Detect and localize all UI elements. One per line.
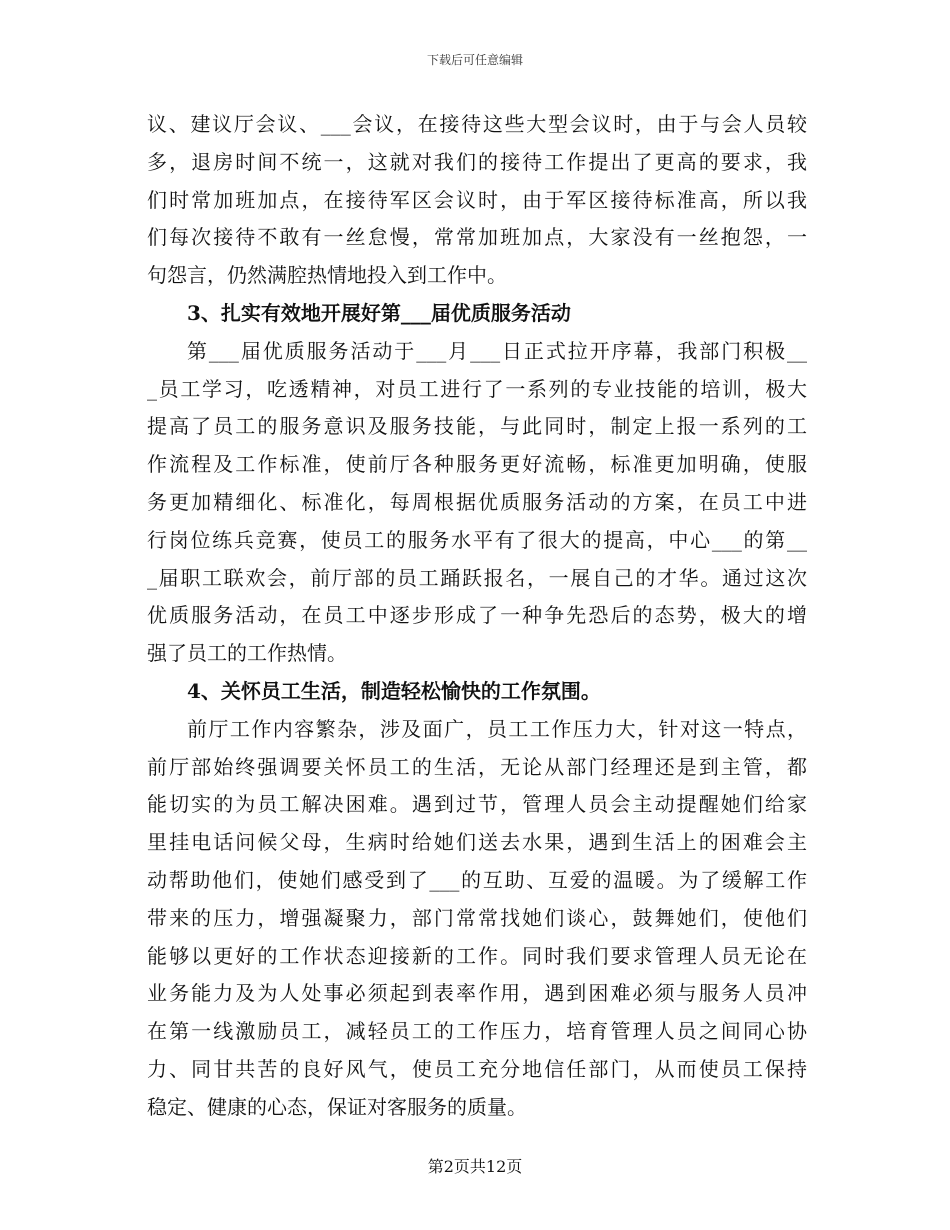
paragraph-line: 第___届优质服务活动于___月___日正式拉开序幕，我部门积极__: [187, 338, 807, 363]
paragraph-line: _员工学习，吃透精神，对员工进行了一系列的专业技能的培训，极大: [147, 376, 807, 401]
paragraph-line: 在第一线激励员工，减轻员工的工作压力，培育管理人员之间同心协: [147, 1019, 807, 1044]
paragraph-line: 前厅工作内容繁杂，涉及面广，员工工作压力大，针对这一特点，: [187, 716, 807, 741]
paragraph-line: 们时常加班加点，在接待军区会议时，由于军区接待标准高，所以我: [147, 187, 807, 212]
document-body: [147, 106, 807, 1127]
paragraph-line: 里挂电话问候父母，生病时给她们送去水果，遇到生活上的困难会主: [147, 830, 807, 855]
paragraph-line: 能切实的为员工解决困难。遇到过节，管理人员会主动提醒她们给家: [147, 792, 807, 817]
paragraph-line: 句怨言，仍然满腔热情地投入到工作中。: [147, 263, 507, 288]
section-heading-3: 3、扎实有效地开展好第___届优质服务活动: [187, 300, 571, 325]
section-heading-4: 4、关怀员工生活，制造轻松愉快的工作氛围。: [187, 678, 601, 703]
paragraph-line: _届职工联欢会，前厅部的员工踊跃报名，一展自己的才华。通过这次: [147, 565, 807, 590]
paragraph-line: 力、同甘共苦的良好风气，使员工充分地信任部门，从而使员工保持: [147, 1056, 807, 1081]
page-header: 下载后可任意编辑: [426, 53, 523, 67]
paragraph-line: 作流程及工作标准，使前厅各种服务更好流畅，标准更加明确，使服: [147, 452, 807, 477]
paragraph-line: 前厅部始终强调要关怀员工的生活，无论从部门经理还是到主管，都: [147, 754, 807, 779]
paragraph-line: 多，退房时间不统一，这就对我们的接待工作提出了更高的要求，我: [147, 149, 807, 174]
paragraph-line: 能够以更好的工作状态迎接新的工作。同时我们要求管理人员无论在: [147, 943, 807, 968]
paragraph-line: 业务能力及为人处事必须起到表率作用，遇到困难必须与服务人员冲: [147, 981, 807, 1006]
paragraph-line: 务更加精细化、标准化，每周根据优质服务活动的方案，在员工中进: [147, 489, 807, 514]
paragraph-line: 行岗位练兵竞赛，使员工的服务水平有了很大的提高，中心___的第__: [147, 527, 807, 552]
paragraph-line: 优质服务活动，在员工中逐步形成了一种争先恐后的态势，极大的增: [147, 603, 807, 628]
paragraph-line: 稳定、健康的心态，保证对客服务的质量。: [147, 1094, 527, 1119]
paragraph-line: 动帮助他们，使她们感受到了___的互助、互爱的温暖。为了缓解工作: [147, 867, 807, 892]
paragraph-line: 带来的压力，增强凝聚力，部门常常找她们谈心，鼓舞她们，使他们: [147, 905, 807, 930]
paragraph-line: 们每次接待不敢有一丝怠慢，常常加班加点，大家没有一丝抱怨，一: [147, 225, 807, 250]
paragraph-line: 提高了员工的服务意识及服务技能，与此同时，制定上报一系列的工: [147, 414, 807, 439]
paragraph-line: 强了员工的工作热情。: [147, 641, 347, 666]
page-footer: 第2页共12页: [427, 1157, 523, 1176]
paragraph-line: 议、建议厅会议、___会议，在接待这些大型会议时，由于与会人员较: [147, 112, 807, 136]
